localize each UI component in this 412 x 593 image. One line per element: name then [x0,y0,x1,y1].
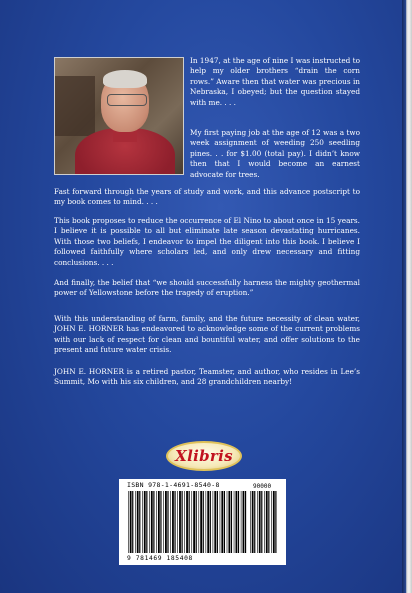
author-photo [54,57,184,175]
barcode [119,479,286,565]
paragraph-book-proposal: This book proposes to reduce the occurrence of El Nino to about once in 15 years. I believe it is possible to all but eliminate late season devastating hurricanes. With those two beliefs, I endeavor to impel the diligent into this book. I believe I followed faithfully where scholars led, and only drew necessary and fitting conclusions. . . . [54,216,360,267]
paragraph-first-job: My first paying job at the age of 12 was a two week assignment of weeding 250 seedling pines. . . for $1.00 (total pay). I didn’t know then that I would become an earnest advocate for trees. [190,128,360,179]
paragraph-author-bio: JOHN E. HORNER is a retired pastor, Teamster, and author, who resides in Lee’s Summit, Mo with his six children, and 28 grandchildren nearby! [54,367,360,387]
paragraph-childhood: In 1947, at the age of nine I was instructed to help my older brothers “drain the corn rows.” Aware then that water was precious in Nebraska, I obeyed; but the question stayed with me. . . . [190,56,360,107]
isbn-text: ISBN 978-1-4691-8540-8 [127,481,220,489]
addon-number: 90000 [253,483,272,490]
paragraph-understanding: With this understanding of farm, family, and the future necessity of clean water, JOHN E. HORNER has endeavored to acknowledge some of the current problems with our lack of respect for clean and bountiful water, and offer solutions to the present and future water crisis. [54,314,360,355]
paragraph-yellowstone: And finally, the belief that “we should successfully harness the mighty geothermal power of Yellowstone before the tragedy of eruption.” [54,278,360,298]
paragraph-fast-forward: Fast forward through the years of study and work, and this advance postscript to my book comes to mind. . . . [54,187,360,207]
publisher-logo [166,441,242,471]
page-edge [402,0,412,593]
addon-bars [249,491,279,553]
ean-number: 9 781469 185408 [127,555,193,562]
ean-bars [127,491,247,553]
publisher-name: Xlibris [175,447,233,465]
